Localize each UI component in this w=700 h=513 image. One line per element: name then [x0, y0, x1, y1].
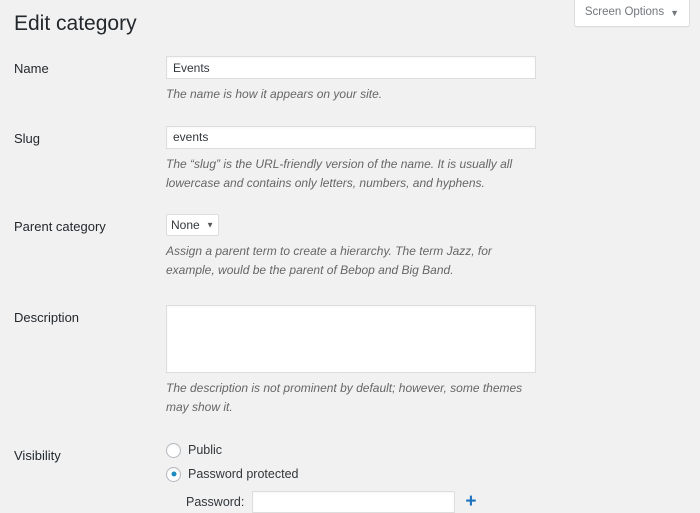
visibility-option-password-protected-label: Password protected	[188, 467, 299, 482]
password-label: Password:	[186, 494, 245, 509]
field-row-slug	[14, 126, 700, 192]
slug-input[interactable]	[166, 126, 536, 149]
slug-label: Slug	[14, 130, 41, 146]
screen-options-button[interactable]	[574, 0, 690, 27]
edit-category-form	[0, 56, 700, 512]
parent-category-select-wrap[interactable]	[166, 214, 219, 236]
description-field-wrap	[166, 305, 541, 416]
parent-category-select[interactable]	[166, 214, 219, 236]
chevron-down-icon: ▼	[206, 220, 214, 230]
parent-category-label: Parent category	[14, 219, 106, 235]
description-help-text: The description is not prominent by default; however, some themes may show it.	[166, 381, 523, 414]
parent-category-help-text: Assign a parent term to create a hierarchy. The term Jazz, for example, would be the parent of Bebop and Big Band.	[166, 244, 492, 277]
name-label: Name	[14, 61, 49, 77]
spacer	[14, 104, 700, 126]
parent-category-field-wrap	[166, 214, 541, 279]
visibility-label: Visibility	[14, 447, 61, 463]
visibility-option-public[interactable]	[166, 443, 541, 458]
name-help-text: The name is how it appears on your site.	[166, 87, 383, 102]
spacer	[14, 417, 700, 443]
field-row-description	[14, 305, 700, 416]
field-row-visibility	[14, 443, 700, 513]
visibility-option-public-label: Public	[188, 443, 223, 458]
spacer	[14, 192, 700, 214]
password-row	[186, 491, 541, 513]
field-row-parent-category	[14, 214, 700, 279]
name-field-wrap	[166, 56, 541, 104]
spacer	[14, 279, 700, 305]
screen-options-label: Screen Options	[584, 6, 665, 18]
page-title: Edit category	[14, 12, 137, 35]
password-input[interactable]	[252, 491, 455, 513]
visibility-option-password-protected[interactable]	[166, 467, 541, 482]
chevron-down-icon: ▼	[670, 7, 679, 18]
visibility-field-wrap	[166, 443, 541, 513]
radio-password-protected-icon[interactable]	[166, 467, 181, 482]
slug-help-text: The “slug” is the URL-friendly version of the name. It is usually all lowercase and contains only letters, numbers, and hyphens.	[166, 156, 513, 190]
name-input[interactable]	[166, 56, 536, 79]
description-label: Description	[14, 310, 80, 326]
slug-field-wrap	[166, 126, 541, 192]
description-textarea[interactable]	[166, 305, 536, 373]
radio-public-icon[interactable]	[166, 443, 181, 458]
add-password-icon[interactable]: +	[465, 491, 477, 513]
field-row-name	[14, 56, 700, 104]
